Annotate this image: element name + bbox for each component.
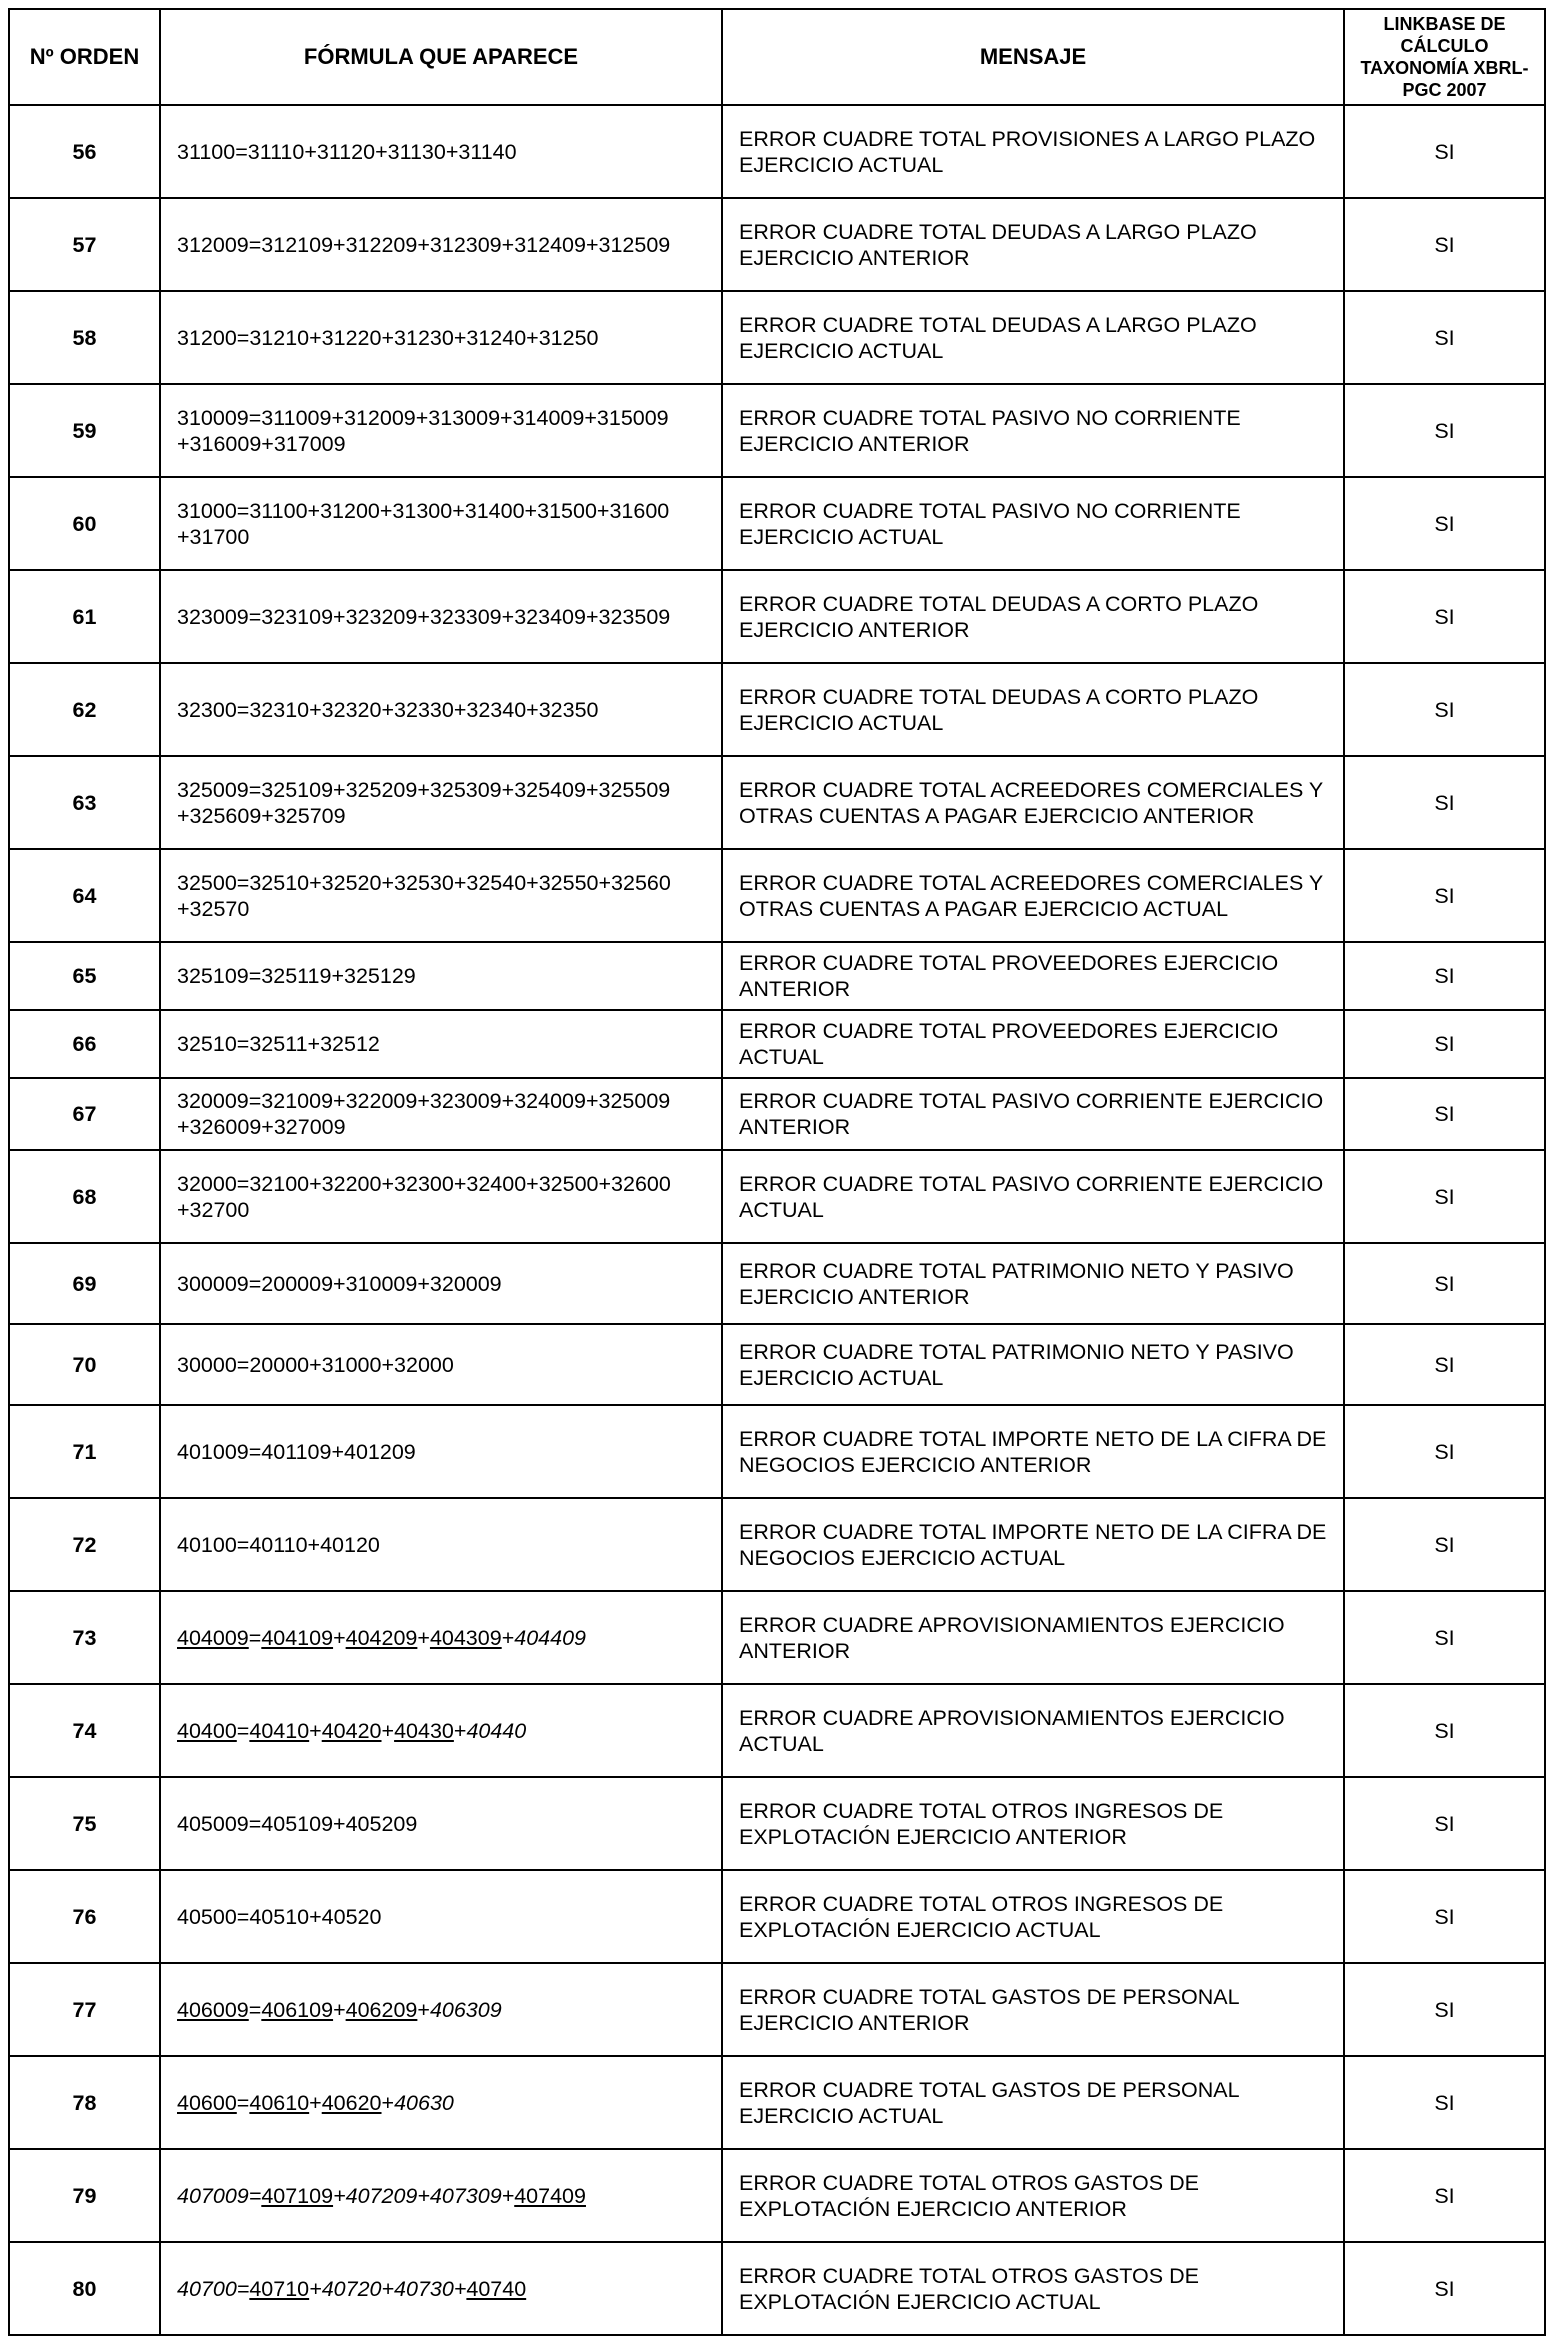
row-formula bbox=[160, 1498, 722, 1591]
row-number: 67 bbox=[9, 1078, 160, 1150]
row-formula bbox=[160, 1963, 722, 2056]
formula-segment: 40500=40510+40520 bbox=[177, 1904, 382, 1929]
row-formula bbox=[160, 384, 722, 477]
row-formula bbox=[160, 2242, 722, 2335]
row-message: ERROR CUADRE TOTAL PASIVO NO CORRIENTE EJERCICIO ACTUAL bbox=[722, 477, 1344, 570]
row-number: 64 bbox=[9, 849, 160, 942]
formula-segment: 31200=31210+31220+31230+31240+31250 bbox=[177, 325, 599, 350]
row-number: 74 bbox=[9, 1684, 160, 1777]
formula-segment: 32500=32510+32520+32530+32540+32550+32560 +32570 bbox=[177, 870, 671, 921]
row-number: 56 bbox=[9, 105, 160, 198]
table-row bbox=[9, 105, 1545, 198]
table-row bbox=[9, 756, 1545, 849]
row-linkbase-flag: SI bbox=[1344, 291, 1545, 384]
formula-segment: + bbox=[333, 1997, 346, 2022]
table-row bbox=[9, 663, 1545, 756]
row-formula bbox=[160, 1405, 722, 1498]
formula-segment: 407409 bbox=[514, 2183, 586, 2208]
row-message: ERROR CUADRE TOTAL DEUDAS A CORTO PLAZO EJERCICIO ANTERIOR bbox=[722, 570, 1344, 663]
row-linkbase-flag: SI bbox=[1344, 570, 1545, 663]
row-linkbase-flag: SI bbox=[1344, 1963, 1545, 2056]
header-row bbox=[9, 9, 1545, 105]
formula-segment: 406309 bbox=[429, 1997, 502, 2022]
row-number: 73 bbox=[9, 1591, 160, 1684]
table-row bbox=[9, 1150, 1545, 1243]
row-linkbase-flag: SI bbox=[1344, 2056, 1545, 2149]
formula-segment: 310009=311009+312009+313009+314009+315009 +316009+317009 bbox=[177, 405, 669, 456]
row-formula bbox=[160, 1324, 722, 1405]
row-message: ERROR CUADRE TOTAL IMPORTE NETO DE LA CIFRA DE NEGOCIOS EJERCICIO ANTERIOR bbox=[722, 1405, 1344, 1498]
table-row bbox=[9, 2149, 1545, 2242]
table-row bbox=[9, 1591, 1545, 1684]
table-row bbox=[9, 1963, 1545, 2056]
row-number: 62 bbox=[9, 663, 160, 756]
table-row bbox=[9, 1405, 1545, 1498]
formula-segment: 40420 bbox=[321, 1718, 382, 1743]
table-row bbox=[9, 570, 1545, 663]
header-linkbase: LINKBASE DE CÁLCULO TAXONOMÍA XBRL-PGC 2007 bbox=[1344, 9, 1545, 105]
row-number: 70 bbox=[9, 1324, 160, 1405]
formula-segment: + bbox=[453, 1718, 467, 1743]
row-message: ERROR CUADRE TOTAL PROVEEDORES EJERCICIO ACTUAL bbox=[722, 1010, 1344, 1078]
formula-segment: 40100=40110+40120 bbox=[177, 1532, 380, 1557]
row-message: ERROR CUADRE TOTAL GASTOS DE PERSONAL EJERCICIO ANTERIOR bbox=[722, 1963, 1344, 2056]
row-message: ERROR CUADRE TOTAL PROVISIONES A LARGO PLAZO EJERCICIO ACTUAL bbox=[722, 105, 1344, 198]
formula-segment: 32300=32310+32320+32330+32340+32350 bbox=[177, 697, 599, 722]
row-linkbase-flag: SI bbox=[1344, 1405, 1545, 1498]
row-linkbase-flag: SI bbox=[1344, 198, 1545, 291]
row-number: 71 bbox=[9, 1405, 160, 1498]
header-formula: FÓRMULA QUE APARECE bbox=[160, 9, 722, 105]
formula-segment: + bbox=[309, 1718, 322, 1743]
row-linkbase-flag: SI bbox=[1344, 2149, 1545, 2242]
row-number: 80 bbox=[9, 2242, 160, 2335]
formula-segment: 312009=312109+312209+312309+312409+312509 bbox=[177, 232, 671, 257]
row-number: 63 bbox=[9, 756, 160, 849]
formula-segment: + bbox=[501, 1625, 515, 1650]
row-formula bbox=[160, 105, 722, 198]
row-message: ERROR CUADRE TOTAL OTROS GASTOS DE EXPLOTACIÓN EJERCICIO ACTUAL bbox=[722, 2242, 1344, 2335]
table-row bbox=[9, 2056, 1545, 2149]
row-message: ERROR CUADRE TOTAL PATRIMONIO NETO Y PASIVO EJERCICIO ACTUAL bbox=[722, 1324, 1344, 1405]
row-linkbase-flag: SI bbox=[1344, 1591, 1545, 1684]
table-row bbox=[9, 2242, 1545, 2335]
table-row bbox=[9, 198, 1545, 291]
formula-segment: = bbox=[248, 1625, 262, 1650]
formula-segment: 406009 bbox=[177, 1997, 249, 2022]
formula-segment: 325109=325119+325129 bbox=[177, 964, 416, 988]
formula-segment: = bbox=[236, 2090, 250, 2115]
row-linkbase-flag: SI bbox=[1344, 663, 1545, 756]
formula-segment: 407109 bbox=[261, 2183, 334, 2208]
row-linkbase-flag: SI bbox=[1344, 1498, 1545, 1591]
formula-segment: = bbox=[236, 1718, 250, 1743]
table-row bbox=[9, 477, 1545, 570]
row-message: ERROR CUADRE TOTAL GASTOS DE PERSONAL EJERCICIO ACTUAL bbox=[722, 2056, 1344, 2149]
row-linkbase-flag: SI bbox=[1344, 1870, 1545, 1963]
row-number: 60 bbox=[9, 477, 160, 570]
table-row bbox=[9, 291, 1545, 384]
row-formula bbox=[160, 1777, 722, 1870]
row-linkbase-flag: SI bbox=[1344, 942, 1545, 1010]
formula-segment: 404409 bbox=[514, 1625, 586, 1650]
formula-segment: + bbox=[417, 1625, 430, 1650]
row-message: ERROR CUADRE TOTAL ACREEDORES COMERCIALES Y OTRAS CUENTAS A PAGAR EJERCICIO ACTUAL bbox=[722, 849, 1344, 942]
formula-segment: 404009 bbox=[177, 1625, 249, 1650]
formula-segment: + bbox=[381, 2090, 395, 2115]
formula-segment: 404109 bbox=[261, 1625, 334, 1650]
table-row bbox=[9, 849, 1545, 942]
row-formula bbox=[160, 1870, 722, 1963]
row-formula bbox=[160, 1078, 722, 1150]
row-linkbase-flag: SI bbox=[1344, 1010, 1545, 1078]
row-linkbase-flag: SI bbox=[1344, 1078, 1545, 1150]
row-linkbase-flag: SI bbox=[1344, 756, 1545, 849]
formula-segment: 40440 bbox=[466, 1718, 527, 1743]
row-message: ERROR CUADRE TOTAL ACREEDORES COMERCIALES Y OTRAS CUENTAS A PAGAR EJERCICIO ANTERIOR bbox=[722, 756, 1344, 849]
row-linkbase-flag: SI bbox=[1344, 1324, 1545, 1405]
validation-rules-table bbox=[8, 8, 1546, 2336]
formula-segment: 401009=401109+401209 bbox=[177, 1439, 416, 1464]
row-number: 77 bbox=[9, 1963, 160, 2056]
table-row bbox=[9, 942, 1545, 1010]
table-row bbox=[9, 1243, 1545, 1324]
header-mensaje: MENSAJE bbox=[722, 9, 1344, 105]
row-number: 76 bbox=[9, 1870, 160, 1963]
formula-segment: 32510=32511+32512 bbox=[177, 1032, 380, 1056]
formula-segment: = bbox=[248, 1997, 262, 2022]
formula-segment: 320009=321009+322009+323009+324009+325009 +326009+327009 bbox=[177, 1089, 671, 1139]
row-message: ERROR CUADRE TOTAL PATRIMONIO NETO Y PASIVO EJERCICIO ANTERIOR bbox=[722, 1243, 1344, 1324]
table-body bbox=[9, 105, 1545, 2335]
formula-segment: 31000=31100+31200+31300+31400+31500+31600 +31700 bbox=[177, 498, 670, 549]
row-formula bbox=[160, 1684, 722, 1777]
formula-segment: 32000=32100+32200+32300+32400+32500+32600 +32700 bbox=[177, 1171, 671, 1222]
formula-segment: +40720+40730+ bbox=[309, 2276, 467, 2301]
row-linkbase-flag: SI bbox=[1344, 1150, 1545, 1243]
table-header bbox=[9, 9, 1545, 105]
row-number: 69 bbox=[9, 1243, 160, 1324]
row-message: ERROR CUADRE TOTAL PROVEEDORES EJERCICIO ANTERIOR bbox=[722, 942, 1344, 1010]
row-message: ERROR CUADRE TOTAL PASIVO CORRIENTE EJERCICIO ANTERIOR bbox=[722, 1078, 1344, 1150]
row-number: 66 bbox=[9, 1010, 160, 1078]
row-formula bbox=[160, 942, 722, 1010]
formula-segment: 407009= bbox=[177, 2183, 262, 2208]
row-number: 78 bbox=[9, 2056, 160, 2149]
formula-segment: 30000=20000+31000+32000 bbox=[177, 1352, 454, 1377]
table-row bbox=[9, 384, 1545, 477]
row-number: 58 bbox=[9, 291, 160, 384]
table-row bbox=[9, 1684, 1545, 1777]
formula-segment: 406209 bbox=[345, 1997, 418, 2022]
row-message: ERROR CUADRE TOTAL OTROS INGRESOS DE EXPLOTACIÓN EJERCICIO ANTERIOR bbox=[722, 1777, 1344, 1870]
row-formula bbox=[160, 291, 722, 384]
row-message: ERROR CUADRE TOTAL OTROS GASTOS DE EXPLOTACIÓN EJERCICIO ANTERIOR bbox=[722, 2149, 1344, 2242]
row-linkbase-flag: SI bbox=[1344, 384, 1545, 477]
row-formula bbox=[160, 198, 722, 291]
row-number: 72 bbox=[9, 1498, 160, 1591]
row-number: 79 bbox=[9, 2149, 160, 2242]
formula-segment: 40620 bbox=[321, 2090, 382, 2115]
row-message: ERROR CUADRE TOTAL PASIVO NO CORRIENTE EJERCICIO ANTERIOR bbox=[722, 384, 1344, 477]
formula-segment: + bbox=[309, 2090, 322, 2115]
table-row bbox=[9, 1010, 1545, 1078]
formula-segment: 40710 bbox=[249, 2276, 310, 2301]
formula-segment: 406109 bbox=[261, 1997, 334, 2022]
row-linkbase-flag: SI bbox=[1344, 2242, 1545, 2335]
row-message: ERROR CUADRE TOTAL OTROS INGRESOS DE EXPLOTACIÓN EJERCICIO ACTUAL bbox=[722, 1870, 1344, 1963]
formula-segment: 40600 bbox=[177, 2090, 237, 2115]
row-message: ERROR CUADRE TOTAL DEUDAS A CORTO PLAZO EJERCICIO ACTUAL bbox=[722, 663, 1344, 756]
table-row bbox=[9, 1870, 1545, 1963]
row-formula bbox=[160, 477, 722, 570]
table-row bbox=[9, 1498, 1545, 1591]
row-message: ERROR CUADRE TOTAL DEUDAS A LARGO PLAZO EJERCICIO ACTUAL bbox=[722, 291, 1344, 384]
formula-segment: 323009=323109+323209+323309+323409+323509 bbox=[177, 604, 671, 629]
formula-segment: 40610 bbox=[249, 2090, 310, 2115]
row-linkbase-flag: SI bbox=[1344, 477, 1545, 570]
table-row bbox=[9, 1777, 1545, 1870]
row-formula bbox=[160, 849, 722, 942]
row-linkbase-flag: SI bbox=[1344, 1684, 1545, 1777]
row-number: 61 bbox=[9, 570, 160, 663]
row-number: 68 bbox=[9, 1150, 160, 1243]
row-message: ERROR CUADRE APROVISIONAMIENTOS EJERCICIO ACTUAL bbox=[722, 1684, 1344, 1777]
formula-segment: 325009=325109+325209+325309+325409+325509 +325609+325709 bbox=[177, 777, 671, 828]
row-number: 65 bbox=[9, 942, 160, 1010]
row-number: 75 bbox=[9, 1777, 160, 1870]
row-linkbase-flag: SI bbox=[1344, 1243, 1545, 1324]
formula-segment: 40630 bbox=[394, 2090, 454, 2115]
row-message: ERROR CUADRE APROVISIONAMIENTOS EJERCICIO ANTERIOR bbox=[722, 1591, 1344, 1684]
row-linkbase-flag: SI bbox=[1344, 1777, 1545, 1870]
formula-segment: 300009=200009+310009+320009 bbox=[177, 1271, 502, 1296]
row-formula bbox=[160, 756, 722, 849]
row-formula bbox=[160, 2149, 722, 2242]
row-formula bbox=[160, 1243, 722, 1324]
formula-segment: 40700= bbox=[177, 2276, 250, 2301]
row-formula bbox=[160, 1150, 722, 1243]
row-formula bbox=[160, 663, 722, 756]
formula-segment: 404309 bbox=[429, 1625, 502, 1650]
formula-segment: 31100=31110+31120+31130+31140 bbox=[177, 139, 517, 164]
row-formula bbox=[160, 1010, 722, 1078]
row-number: 57 bbox=[9, 198, 160, 291]
row-formula bbox=[160, 2056, 722, 2149]
row-number: 59 bbox=[9, 384, 160, 477]
table-row bbox=[9, 1078, 1545, 1150]
formula-segment: +407209+407309+ bbox=[333, 2183, 515, 2208]
formula-segment: 404209 bbox=[345, 1625, 418, 1650]
row-formula bbox=[160, 570, 722, 663]
formula-segment: 40410 bbox=[249, 1718, 310, 1743]
header-orden: Nº ORDEN bbox=[9, 9, 160, 105]
formula-segment: 40430 bbox=[394, 1718, 454, 1743]
formula-segment: + bbox=[381, 1718, 395, 1743]
row-formula bbox=[160, 1591, 722, 1684]
formula-segment: 40740 bbox=[466, 2276, 527, 2301]
formula-segment: + bbox=[333, 1625, 346, 1650]
row-message: ERROR CUADRE TOTAL IMPORTE NETO DE LA CIFRA DE NEGOCIOS EJERCICIO ACTUAL bbox=[722, 1498, 1344, 1591]
formula-segment: 405009=405109+405209 bbox=[177, 1811, 418, 1836]
formula-segment: 40400 bbox=[177, 1718, 237, 1743]
row-linkbase-flag: SI bbox=[1344, 849, 1545, 942]
row-message: ERROR CUADRE TOTAL PASIVO CORRIENTE EJERCICIO ACTUAL bbox=[722, 1150, 1344, 1243]
row-message: ERROR CUADRE TOTAL DEUDAS A LARGO PLAZO EJERCICIO ANTERIOR bbox=[722, 198, 1344, 291]
table-row bbox=[9, 1324, 1545, 1405]
formula-segment: + bbox=[417, 1997, 430, 2022]
row-linkbase-flag: SI bbox=[1344, 105, 1545, 198]
